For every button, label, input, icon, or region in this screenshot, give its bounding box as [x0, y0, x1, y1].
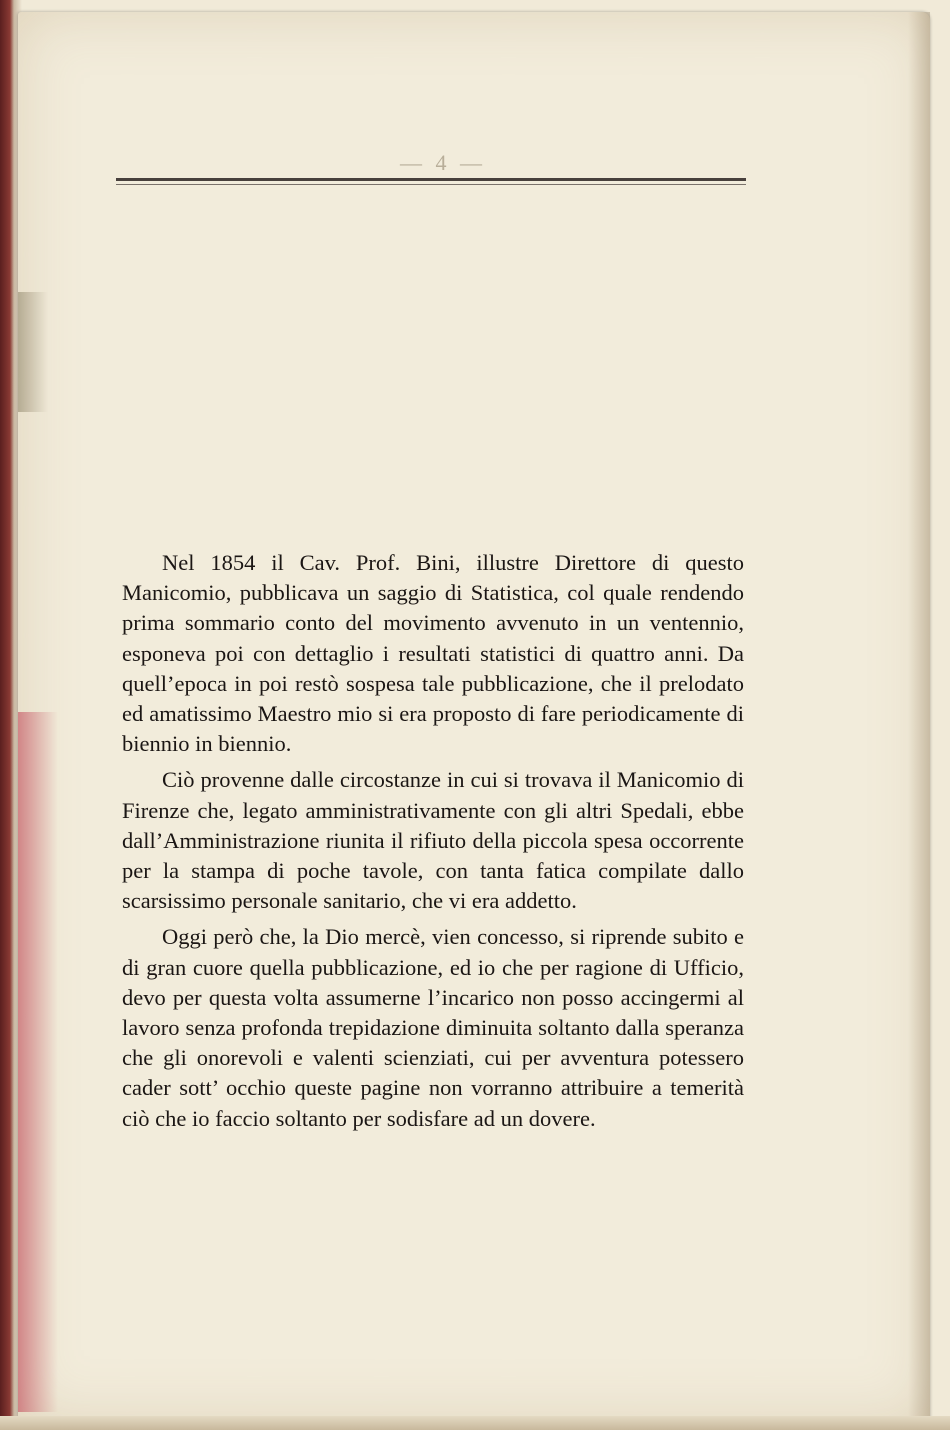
paper-sheet [18, 12, 930, 1422]
page-bottom-edge [0, 1416, 950, 1430]
body-text [122, 548, 744, 1140]
page-number: — 4 — [400, 150, 486, 175]
page-edge-shadow [908, 12, 930, 1430]
paragraph-1: Nel 1854 il Cav. Prof. Bini, illustre Direttore di questo Manicomio, pubblicava un saggio di Statistica, col quale rendendo prima sommario conto del movimento avvenuto in un ventennio, esponeva poi con dettaglio i resultati statistici di quattro anni. Da quell’epoca in poi restò sospesa tale pubblicazione, che il prelodato ed amatissimo Maestro mio si era proposto di fare periodicamente di biennio in biennio. [122, 550, 744, 757]
red-stain-decoration [18, 712, 58, 1412]
header-rule-thin [116, 184, 746, 185]
damage-stain-decoration [18, 292, 48, 412]
paragraph-2: Ciò provenne dalle circostanze in cui si trovava il Manicomio di Firenze che, legato amministrativamente con gli altri Spedali, ebbe dall’Amministrazione riunita il rifiuto della piccola spesa occorrente per la stampa di poche tavole, con tanta fatica compilate dallo scarsissimo personale sanitario, che vi era addetto. [122, 767, 744, 914]
header-rule [116, 178, 746, 181]
paragraph-3: Oggi però che, la Dio mercè, vien concesso, si riprende subito e di gran cuore quella pubblicazione, ed io che per ragione di Ufficio, devo per questa volta assumerne l’incarico non posso accingermi al lavoro senza profonda trepidazione diminuita soltanto dalla speranza che gli onorevoli e valenti scienziati, cui per avventura potessero cader sott’ occhio queste pagine non vorranno attribuire a temerità ciò che io faccio soltanto per sodisfare ad un dovere. [122, 924, 744, 1131]
